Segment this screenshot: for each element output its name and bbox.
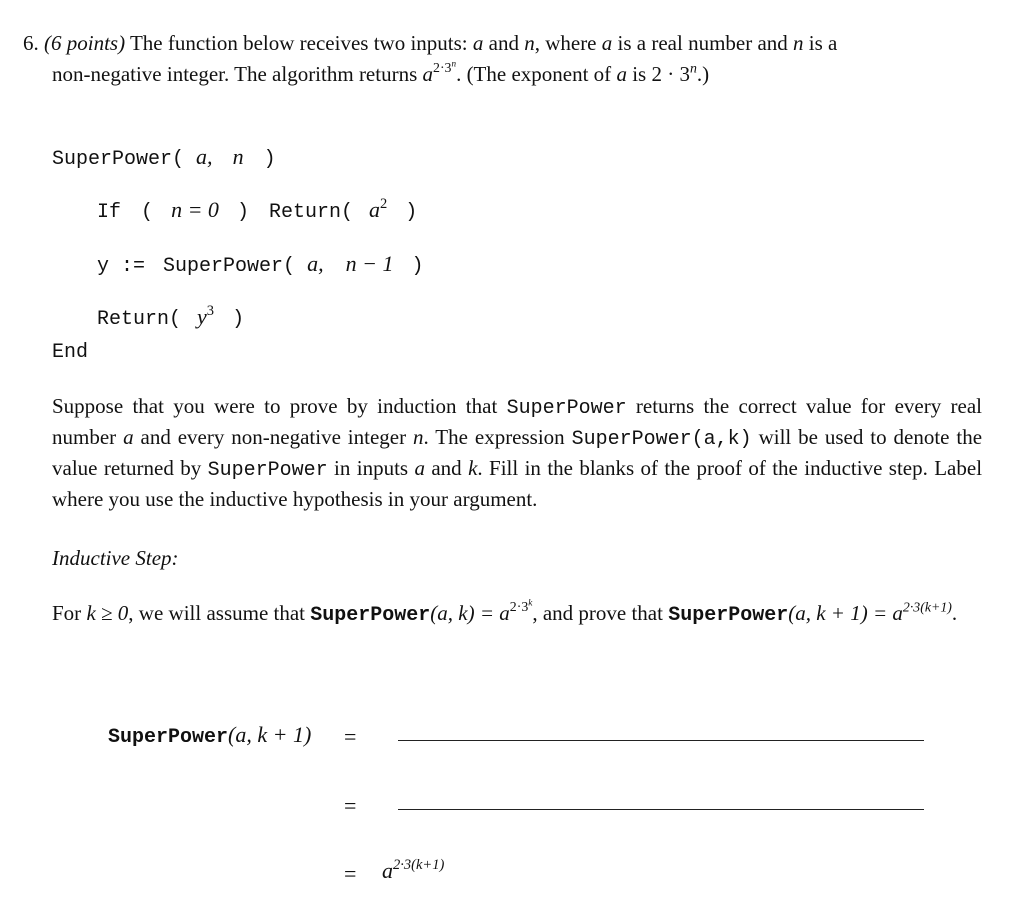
- inductive-statement: For k ≥ 0, we will assume that SuperPower(a, $k) = a^{2\cdot 3^k}$, and prove that SuperPower(a, $k + 1) = a^{2\cdot 3(k+1)}$.: [52, 597, 958, 627]
- final-result: $a^{2\cdot 3(k+1)}$: [382, 857, 445, 883]
- problem-number: 6.: [23, 31, 39, 55]
- instructions-paragraph: Suppose that you were to prove by induction that SuperPower returns the correct value for every real number a and every non-negative integer n. The expression SuperPower(a,k) will be used to denote the value returned by SuperPower in inputs a and k. Fill in the blanks of the proof of the inductive step. Label where you use the inductive hypothesis in your argument.: [52, 394, 983, 511]
- equation-lhs: SuperPower(a, k + 1): [108, 722, 312, 749]
- problem-points: (6 points): [44, 31, 126, 55]
- code-assign-line: y := SuperPower( a, n − 1 ): [97, 251, 424, 278]
- equals-sign-2: =: [344, 793, 357, 818]
- code-if-line: If ( n = 0 ) Return( $a^2$ ): [97, 196, 418, 224]
- inductive-step-heading: Inductive Step:: [52, 546, 179, 570]
- code-end: End: [52, 341, 89, 364]
- problem-statement-line-2: non-negative integer. The algorithm returns $a^{2\cdot 3^n}$. (The exponent of a is $2 \cdot 3^n$.): [52, 58, 710, 86]
- code-return-line: Return( $y^3$ ): [97, 303, 245, 331]
- problem-statement-line-1: 6. (6 points) The function below receives two inputs: a and n, where a is a real number and n is a: [23, 31, 838, 55]
- equals-sign-1: =: [344, 724, 357, 749]
- equals-sign-3: =: [344, 861, 357, 886]
- answer-blank-1[interactable]: [398, 740, 924, 741]
- code-header: SuperPower( a, n ): [52, 144, 276, 171]
- answer-blank-2[interactable]: [398, 809, 924, 810]
